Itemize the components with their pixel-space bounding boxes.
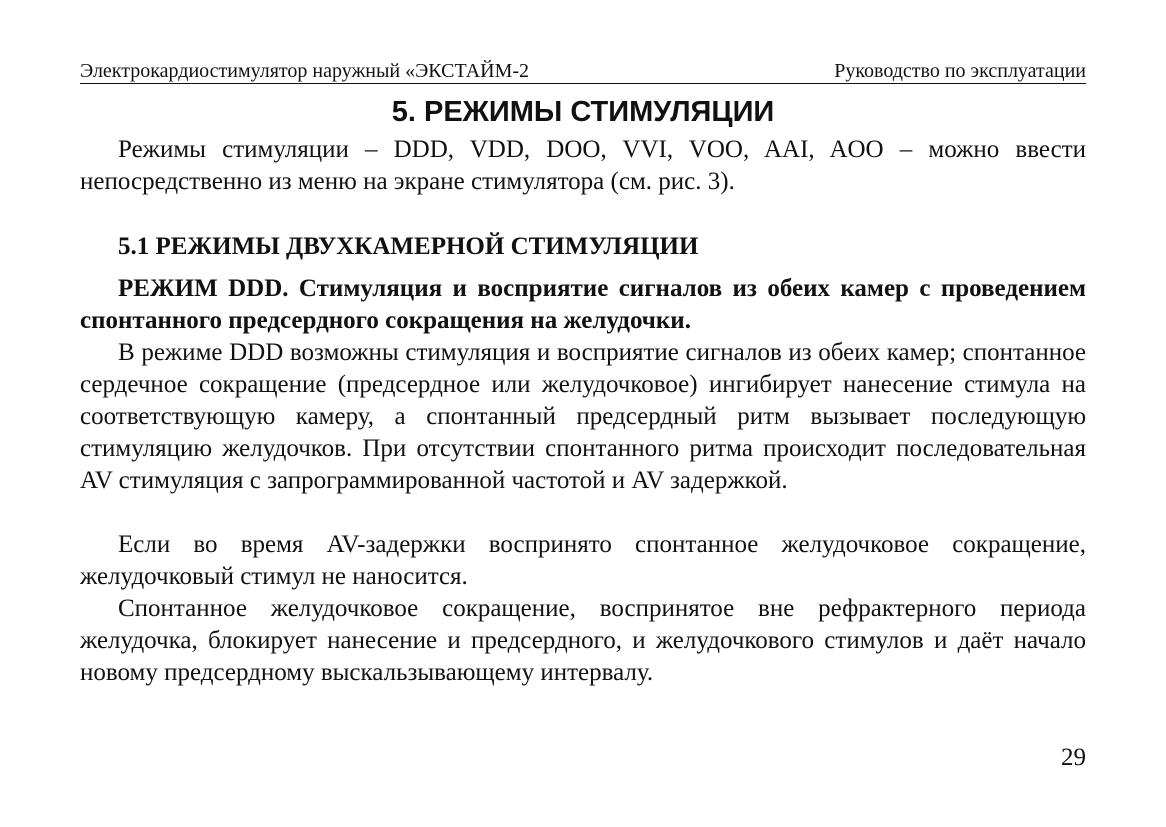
running-header: [80, 58, 1086, 84]
mode-heading: РЕЖИМ DDD. Стимуляция и восприятие сигналов из обеих камер с проведением спонтанного предсердного сокращения на желудочки.: [80, 275, 1086, 334]
body-paragraph: В режиме DDD возможны стимуляция и восприятие сигналов из обеих камер; спонтанное сердечное сокращение (предсердное или желудочковое) ингибирует нанесение стимула на соответствующую камеру, а спонтанный предсердный ритм вызывает последующую стимуляцию желудочков. При отсутствии спонтанного ритма происходит последовательная AV стимуляция с запрограммированной частотой и AV задержкой.: [80, 339, 1086, 494]
chapter-title: 5. РЕЖИМЫ СТИМУЛЯЦИИ: [391, 96, 775, 128]
header-document-type: Руководство по эксплуатации: [834, 60, 1086, 82]
header-document-title: Электрокардиостимулятор наружный «ЭКСТАЙМ-2: [80, 60, 530, 82]
page-number: 29: [1061, 744, 1086, 771]
intro-paragraph: Режимы стимуляции – DDD, VDD, DOO, VVI, VOO, AAI, AOO – можно ввести непосредственно из меню на экране стимулятора (см. рис. 3).: [80, 136, 1086, 195]
section-title: 5.1 РЕЖИМЫ ДВУХКАМЕРНОЙ СТИМУЛЯЦИИ: [118, 233, 699, 260]
document-page: [80, 0, 1086, 827]
body-paragraph: Спонтанное желудочковое сокращение, воспринятое вне рефрактерного периода желудочка, блокирует нанесение и предсердного, и желудочкового стимулов и даёт начало новому предсердному выскальзывающему интервалу.: [80, 595, 1086, 686]
body-paragraph: Если во время AV-задержки воспринято спонтанное желудочковое сокращение, желудочковый стимул не наносится.: [80, 531, 1086, 590]
